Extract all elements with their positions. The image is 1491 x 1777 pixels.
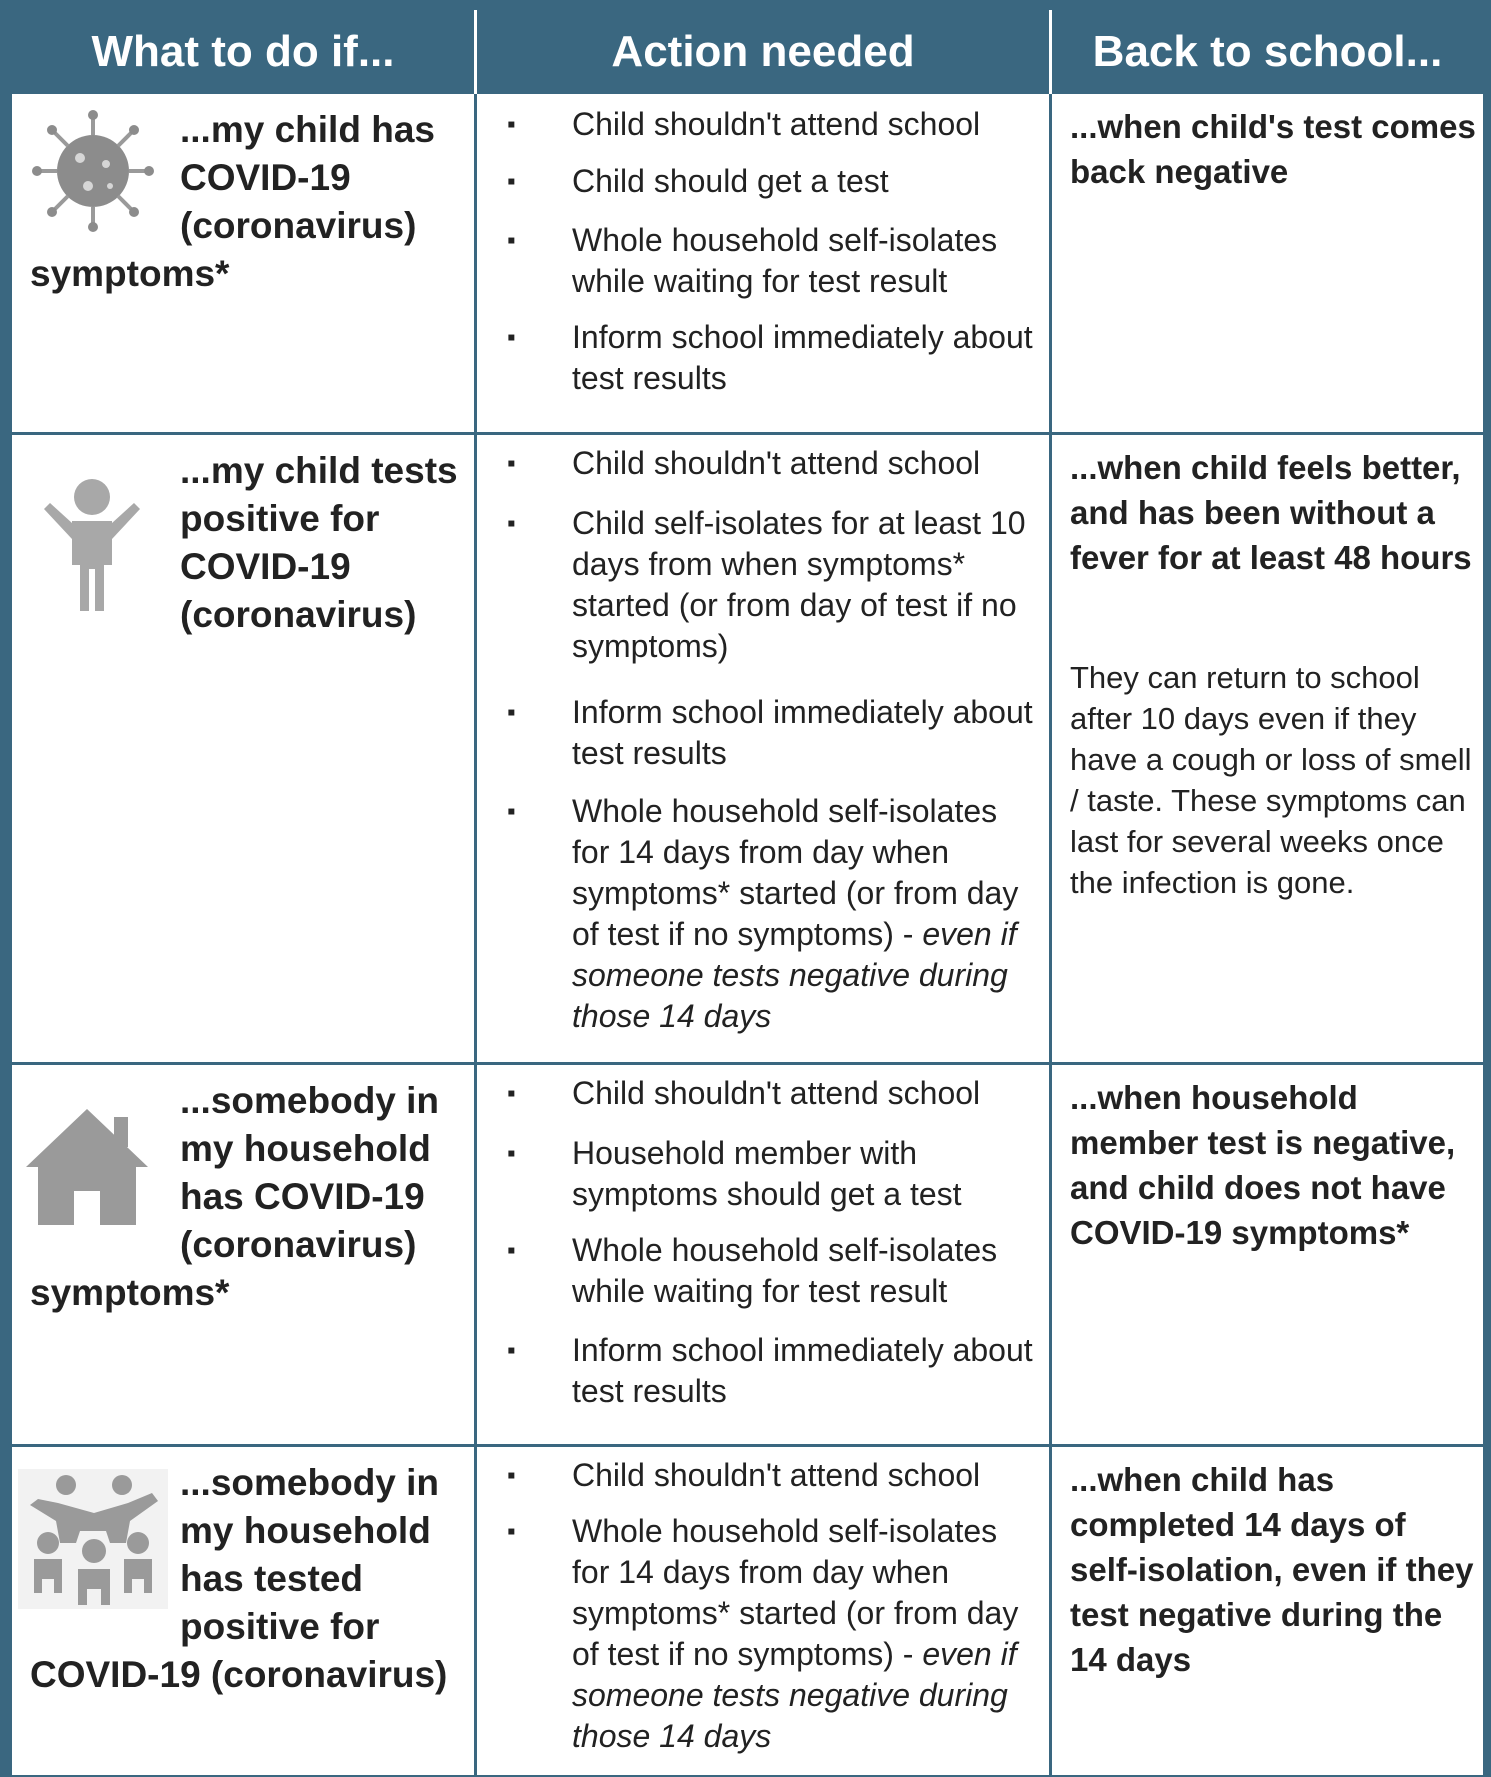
back-to-school-condition: ...when child feels better, and has been without a fever for at least 48 hours (1070, 449, 1472, 576)
table-row (12, 435, 1483, 1062)
bullet-icon: ▪ (507, 798, 516, 825)
action-text: Child shouldn't attend school (572, 106, 981, 142)
situation-text: ...somebody in my household has tested positive for COVID-19 (coronavirus) (30, 1459, 460, 1699)
back-to-school-condition: ...when child has completed 14 days of self-isolation, even if they test negative during the 14 days (1070, 1461, 1474, 1678)
bullet-icon: ▪ (507, 450, 516, 477)
action-text: Whole household self-isolates while waiting for test result (572, 222, 998, 299)
table-row (12, 1447, 1483, 1777)
bullet-icon: ▪ (507, 1237, 516, 1264)
icon-spacer (30, 1459, 180, 1649)
table-row (12, 94, 1483, 432)
covid-guidance-table (10, 8, 1485, 1777)
bullet-icon: ▪ (507, 1140, 516, 1167)
action-text: Child shouldn't attend school (572, 1457, 981, 1493)
situation-text: ...somebody in my household has COVID-19 (coronavirus) symptoms* (30, 1077, 460, 1317)
bullet-icon: ▪ (507, 324, 516, 351)
bullet-icon: ▪ (507, 168, 516, 195)
action-text-part: Whole household self-isolates for 14 days from day when symptoms* started (or from day of test if no symptoms) - (572, 793, 1019, 952)
header-action-needed: Action needed (611, 27, 915, 76)
action-text: Child shouldn't attend school (572, 445, 981, 481)
action-text: Inform school immediately about test results (572, 694, 1033, 771)
action-text: Household member with symptoms should get a test (572, 1135, 962, 1212)
back-to-school-condition: ...when child's test comes back negative (1070, 108, 1476, 190)
bullet-icon: ▪ (507, 510, 516, 537)
header-divider (1049, 10, 1052, 94)
bullet-icon: ▪ (507, 1462, 516, 1489)
situation-text: ...my child has COVID-19 (coronavirus) symptoms* (30, 106, 460, 298)
header-what-to-do: What to do if... (91, 27, 395, 76)
situation-text: ...my child tests positive for COVID-19 (coronavirus) (30, 447, 460, 647)
bullet-icon: ▪ (507, 111, 516, 138)
action-text: Child self-isolates for at least 10 days from when symptoms* started (or from day of test if no symptoms) (572, 505, 1026, 664)
action-text: Child shouldn't attend school (572, 1075, 981, 1111)
action-text: Inform school immediately about test results (572, 319, 1033, 396)
header-back-to-school: Back to school... (1092, 27, 1443, 76)
bullet-icon: ▪ (507, 1518, 516, 1545)
back-to-school-condition: ...when household member test is negative, and child does not have COVID-19 symptoms* (1070, 1079, 1456, 1251)
action-text-part: Whole household self-isolates for 14 days from day when symptoms* started (or from day of test if no symptoms) - (572, 1513, 1019, 1672)
action-text: Inform school immediately about test results (572, 1332, 1033, 1409)
bullet-icon: ▪ (507, 1080, 516, 1107)
table-header (12, 10, 1483, 94)
header-divider (474, 10, 477, 94)
action-text (572, 791, 1042, 1037)
action-text: Whole household self-isolates while waiting for test result (572, 1232, 998, 1309)
action-emphasis: even if someone tests negative during those 14 days (572, 1636, 1017, 1754)
bullet-icon: ▪ (507, 699, 516, 726)
table-row (12, 1065, 1483, 1444)
back-to-school-note: They can return to school after 10 days even if they have a cough or loss of smell / taste. These symptoms can last for several weeks once the infection is gone. (1070, 660, 1472, 900)
bullet-icon: ▪ (507, 1337, 516, 1364)
action-emphasis: even if someone tests negative during those 14 days (572, 916, 1017, 1034)
action-text (572, 1511, 1042, 1757)
bullet-icon: ▪ (507, 227, 516, 254)
icon-spacer (30, 447, 180, 647)
action-text: Child should get a test (572, 163, 889, 199)
icon-spacer (30, 106, 180, 246)
icon-spacer (30, 1077, 180, 1267)
